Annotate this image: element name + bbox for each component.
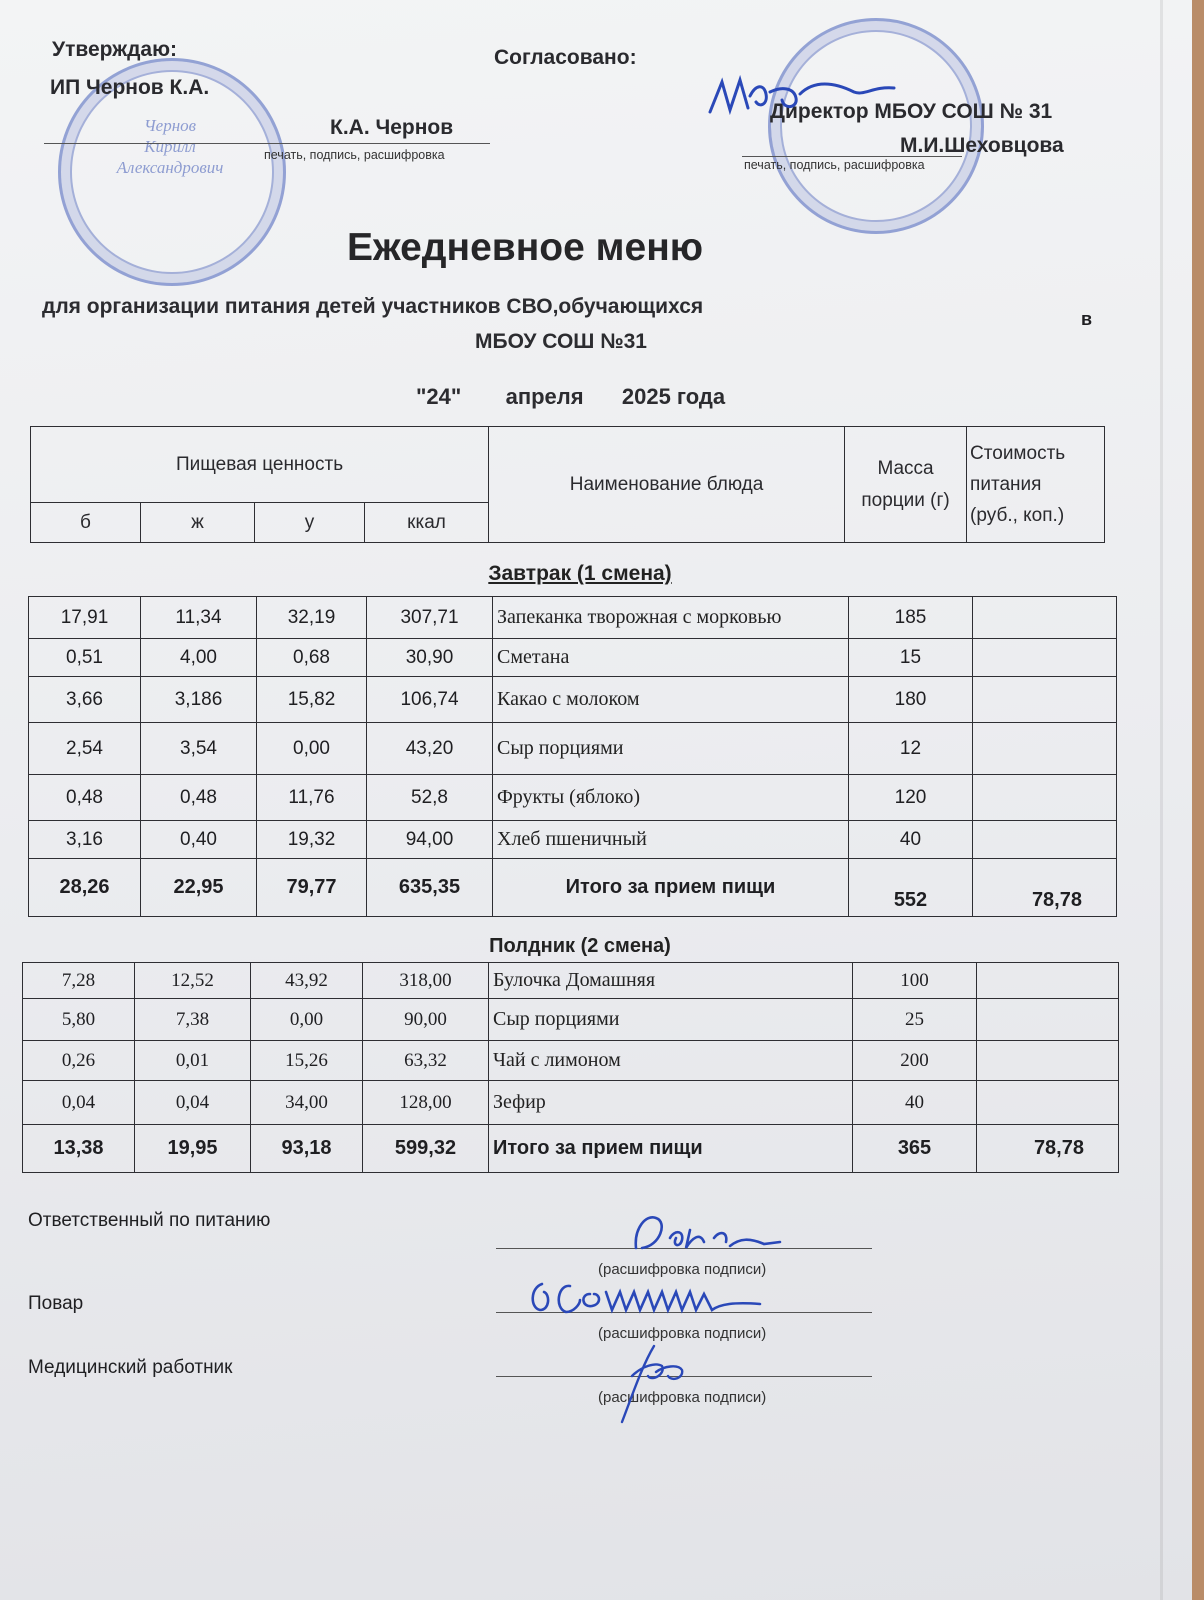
breakfast-cell-cost	[973, 723, 1117, 775]
breakfast-total-zh: 22,95	[141, 859, 257, 917]
agreed-position: Директор МБОУ СОШ № 31	[770, 100, 1053, 123]
table-row	[23, 963, 1119, 999]
breakfast-cell-b: 0,48	[29, 775, 141, 821]
sig-role-1: Ответственный по питанию	[28, 1210, 271, 1231]
breakfast-cell-u: 19,32	[257, 821, 367, 859]
approve-caption: печать, подпись, расшифровка	[264, 148, 445, 162]
breakfast-cell-dish: Фрукты (яблоко)	[493, 775, 849, 821]
breakfast-title: Завтрак (1 смена)	[488, 562, 672, 585]
breakfast-cell-dish: Сыр порциями	[493, 723, 849, 775]
snack-total-mass: 365	[853, 1125, 977, 1173]
stamp-line-2: Кирилл	[144, 137, 196, 156]
breakfast-total-u: 79,77	[257, 859, 367, 917]
date-line	[416, 384, 725, 410]
breakfast-cell-cost	[973, 775, 1117, 821]
breakfast-cell-zh: 4,00	[141, 639, 257, 677]
signature-responsible	[630, 1208, 810, 1258]
agreed-name: М.И.Шеховцова	[900, 134, 1064, 157]
agreed-caption: печать, подпись, расшифровка	[744, 158, 925, 172]
table-row	[29, 723, 1117, 775]
date-year: 2025 года	[621, 384, 726, 409]
breakfast-total-label: Итого за прием пищи	[493, 859, 849, 917]
breakfast-cell-cost	[973, 639, 1117, 677]
breakfast-cell-mass: 12	[849, 723, 973, 775]
header-cost-line3: (руб., коп.)	[970, 505, 1065, 526]
page-title: Ежедневное меню	[346, 226, 704, 269]
breakfast-cell-kcal: 43,20	[367, 723, 493, 775]
header-kcal: ккал	[365, 503, 489, 543]
subtitle: для организации питания детей участников СВО,обучающихся	[42, 295, 704, 318]
breakfast-cell-kcal: 106,74	[367, 677, 493, 723]
snack-table	[22, 962, 1119, 1173]
breakfast-cell-kcal: 30,90	[367, 639, 493, 677]
snack-cell-kcal: 128,00	[363, 1081, 489, 1125]
snack-cell-mass: 200	[853, 1041, 977, 1081]
breakfast-cell-cost	[973, 821, 1117, 859]
breakfast-cell-zh: 0,48	[141, 775, 257, 821]
signature-cook	[520, 1264, 780, 1324]
date-day: "24"	[416, 384, 462, 409]
snack-cell-b: 0,04	[23, 1081, 135, 1125]
header-cost-line2: питания	[970, 474, 1042, 495]
snack-cell-b: 0,26	[23, 1041, 135, 1081]
header-mass-line2: порции (г)	[861, 489, 950, 511]
header-mass	[845, 427, 967, 543]
snack-cell-dish: Булочка Домашняя	[489, 963, 853, 999]
table-row	[23, 1081, 1119, 1125]
stamp-line-3: Александрович	[116, 158, 224, 177]
snack-cell-u: 34,00	[251, 1081, 363, 1125]
breakfast-cell-mass: 15	[849, 639, 973, 677]
signature-medic	[592, 1336, 712, 1426]
approve-sign-name: К.А. Чернов	[330, 116, 454, 139]
snack-cell-dish: Чай с лимоном	[489, 1041, 853, 1081]
snack-cell-cost	[977, 963, 1119, 999]
table-row	[29, 597, 1117, 639]
breakfast-table	[28, 596, 1117, 917]
snack-cell-cost	[977, 1081, 1119, 1125]
snack-total-cost: 78,78	[977, 1125, 1119, 1173]
approve-name: ИП Чернов К.А.	[50, 76, 210, 99]
breakfast-cell-zh: 3,186	[141, 677, 257, 723]
table-row	[23, 1041, 1119, 1081]
snack-cell-mass: 25	[853, 999, 977, 1041]
sig-caption-3: (расшифровка подписи)	[598, 1389, 767, 1406]
snack-cell-u: 43,92	[251, 963, 363, 999]
breakfast-cell-b: 17,91	[29, 597, 141, 639]
breakfast-cell-mass: 180	[849, 677, 973, 723]
breakfast-cell-u: 15,82	[257, 677, 367, 723]
breakfast-cell-u: 0,68	[257, 639, 367, 677]
breakfast-cell-kcal: 94,00	[367, 821, 493, 859]
breakfast-cell-mass: 40	[849, 821, 973, 859]
breakfast-cell-zh: 0,40	[141, 821, 257, 859]
header-u: у	[255, 503, 365, 543]
left-stamp-name	[80, 115, 260, 178]
breakfast-total-cost: 78,78	[973, 859, 1117, 917]
snack-cell-dish: Сыр порциями	[489, 999, 853, 1041]
breakfast-cell-u: 0,00	[257, 723, 367, 775]
breakfast-cell-kcal: 307,71	[367, 597, 493, 639]
snack-total-zh: 19,95	[135, 1125, 251, 1173]
approve-sign-line	[44, 143, 490, 144]
breakfast-cell-dish: Сметана	[493, 639, 849, 677]
snack-cell-zh: 0,01	[135, 1041, 251, 1081]
table-row	[29, 677, 1117, 723]
sig-caption-2: (расшифровка подписи)	[598, 1325, 767, 1342]
snack-cell-kcal: 318,00	[363, 963, 489, 999]
snack-cell-b: 7,28	[23, 963, 135, 999]
breakfast-cell-cost	[973, 597, 1117, 639]
right-round-stamp	[768, 18, 984, 234]
stamp-line-1: Чернов	[143, 116, 197, 135]
snack-cell-mass: 100	[853, 963, 977, 999]
menu-header-table	[30, 426, 1105, 543]
breakfast-cell-dish: Хлеб пшеничный	[493, 821, 849, 859]
agreed-sign-line	[742, 156, 962, 157]
breakfast-cell-b: 3,16	[29, 821, 141, 859]
header-nutrition: Пищевая ценность	[31, 427, 489, 503]
snack-total-b: 13,38	[23, 1125, 135, 1173]
snack-cell-cost	[977, 999, 1119, 1041]
snack-cell-u: 15,26	[251, 1041, 363, 1081]
snack-cell-zh: 0,04	[135, 1081, 251, 1125]
sig-role-3: Медицинский работник	[28, 1357, 233, 1378]
snack-cell-zh: 7,38	[135, 999, 251, 1041]
breakfast-cell-zh: 3,54	[141, 723, 257, 775]
header-cost	[967, 427, 1105, 543]
agreed-title: Согласовано:	[494, 46, 637, 69]
table-row	[29, 775, 1117, 821]
date-month: апреля	[505, 384, 584, 409]
snack-cell-u: 0,00	[251, 999, 363, 1041]
snack-cell-kcal: 63,32	[363, 1041, 489, 1081]
breakfast-cell-zh: 11,34	[141, 597, 257, 639]
director-signature	[704, 66, 904, 126]
header-cost-line1: Стоимость	[970, 443, 1066, 464]
sig-caption-1: (расшифровка подписи)	[598, 1261, 767, 1278]
snack-cell-mass: 40	[853, 1081, 977, 1125]
snack-cell-kcal: 90,00	[363, 999, 489, 1041]
breakfast-cell-b: 0,51	[29, 639, 141, 677]
breakfast-cell-u: 11,76	[257, 775, 367, 821]
snack-total-label: Итого за прием пищи	[489, 1125, 853, 1173]
breakfast-cell-cost	[973, 677, 1117, 723]
breakfast-cell-u: 32,19	[257, 597, 367, 639]
breakfast-cell-b: 3,66	[29, 677, 141, 723]
breakfast-total-mass: 552	[849, 859, 973, 917]
snack-cell-cost	[977, 1041, 1119, 1081]
breakfast-total-kcal: 635,35	[367, 859, 493, 917]
breakfast-total-b: 28,26	[29, 859, 141, 917]
table-row	[23, 999, 1119, 1041]
approve-title: Утверждаю:	[52, 38, 178, 61]
header-zh: ж	[141, 503, 255, 543]
sig-role-2: Повар	[28, 1293, 84, 1314]
snack-cell-b: 5,80	[23, 999, 135, 1041]
snack-cell-dish: Зефир	[489, 1081, 853, 1125]
snack-total-u: 93,18	[251, 1125, 363, 1173]
table-row	[29, 821, 1117, 859]
paper-fold	[1160, 0, 1163, 1600]
header-mass-line1: Масса	[877, 457, 934, 479]
breakfast-cell-mass: 120	[849, 775, 973, 821]
snack-cell-zh: 12,52	[135, 963, 251, 999]
table-total-row	[23, 1125, 1119, 1173]
breakfast-cell-dish: Запеканка творожная с морковью	[493, 597, 849, 639]
breakfast-cell-dish: Какао с молоком	[493, 677, 849, 723]
snack-total-kcal: 599,32	[363, 1125, 489, 1173]
breakfast-cell-b: 2,54	[29, 723, 141, 775]
breakfast-cell-mass: 185	[849, 597, 973, 639]
school-name: МБОУ СОШ №31	[475, 330, 647, 353]
snack-title: Полдник (2 смена)	[489, 935, 671, 957]
header-b: б	[31, 503, 141, 543]
table-row	[29, 639, 1117, 677]
subtitle-tail: в	[1081, 309, 1093, 329]
table-total-row	[29, 859, 1117, 917]
header-dish: Наименование блюда	[489, 427, 845, 543]
breakfast-cell-kcal: 52,8	[367, 775, 493, 821]
